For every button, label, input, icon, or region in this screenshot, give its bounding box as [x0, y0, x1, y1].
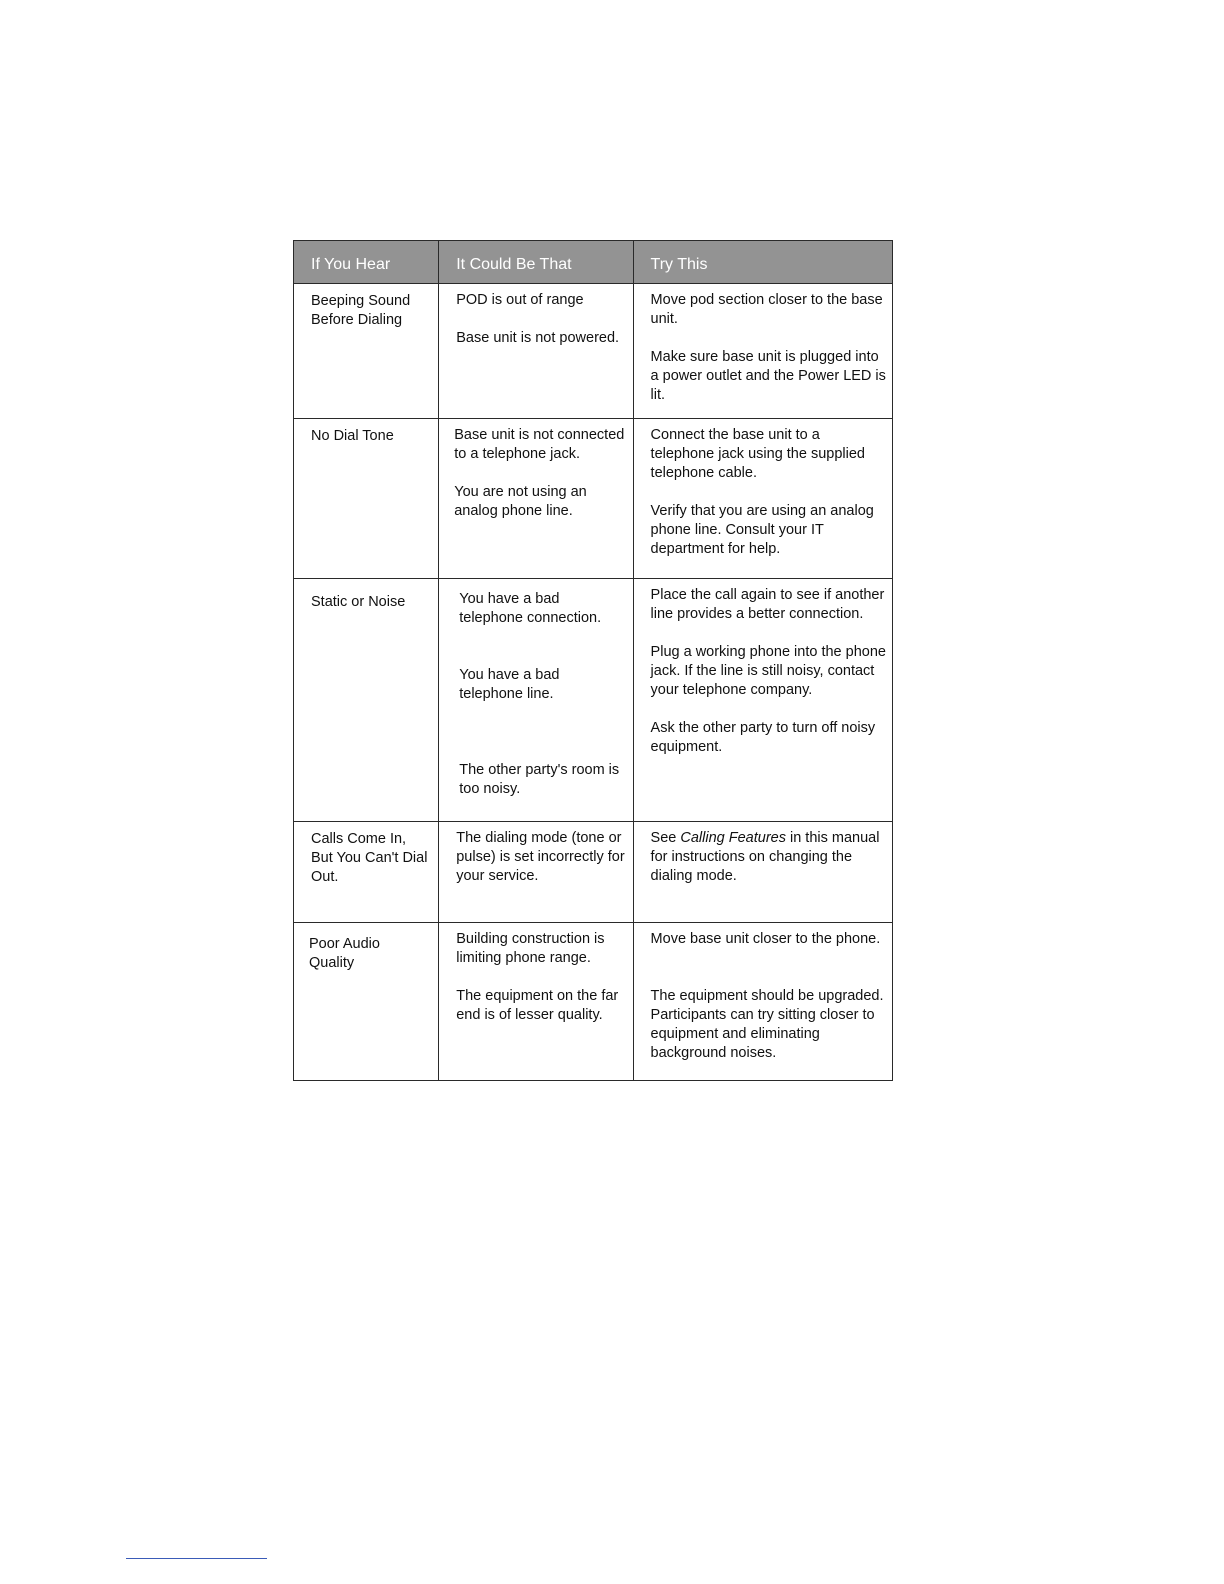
fix-cell [633, 419, 892, 579]
fix-text: Ask the other party to turn off noisy equipment. [650, 720, 876, 755]
table-row [294, 822, 893, 923]
troubleshooting-table [293, 240, 893, 1081]
symptom-text: Beeping Sound Before Dialing [311, 293, 411, 328]
symptom-cell [294, 284, 439, 419]
column-header-it-could-be-that: It Could Be That [439, 241, 633, 284]
symptom-text: Static or Noise [311, 594, 406, 610]
cause-text: POD is out of range [456, 292, 584, 308]
table-row [294, 284, 893, 419]
symptom-text: Poor Audio Quality [309, 936, 380, 971]
fix-text: Move base unit closer to the phone. [650, 931, 881, 947]
fix-cell [633, 822, 892, 923]
symptom-cell [294, 579, 439, 822]
cause-cell [439, 579, 633, 822]
cause-text: Base unit is not powered. [456, 330, 620, 346]
table-row [294, 579, 893, 822]
fix-text: Move pod section closer to the base unit. [650, 292, 883, 327]
symptom-cell [294, 923, 439, 1081]
symptom-text: Calls Come In, But You Can't Dial Out. [311, 831, 428, 885]
fix-text [651, 829, 886, 886]
cause-text: The dialing mode (tone or pulse) is set incorrectly for your service. [456, 830, 625, 884]
cause-cell [439, 284, 633, 419]
cause-text: You are not using an analog phone line. [454, 484, 587, 519]
cause-text: Base unit is not connected to a telephone jack. [454, 427, 625, 462]
column-header-if-you-hear: If You Hear [294, 241, 439, 284]
fix-text: Connect the base unit to a telephone jack using the supplied telephone cable. [650, 427, 865, 481]
cause-cell [439, 822, 633, 923]
fix-cell [633, 284, 892, 419]
fix-cell [633, 923, 892, 1081]
cause-text: You have a bad telephone line. [459, 667, 560, 702]
table-row [294, 923, 893, 1081]
fix-text-prefix: See [650, 830, 681, 846]
fix-text: Plug a working phone into the phone jack. If the line is still noisy, contact your telephone company. [650, 644, 886, 698]
cause-cell [439, 419, 633, 579]
calling-features-reference: Calling Features [680, 830, 786, 846]
cause-text: The other party's room is too noisy. [459, 762, 620, 797]
fix-text: Make sure base unit is plugged into a power outlet and the Power LED is lit. [650, 349, 886, 403]
fix-text: Place the call again to see if another line provides a better connection. [650, 587, 885, 622]
cause-cell [439, 923, 633, 1081]
footnote-divider [126, 1558, 267, 1559]
symptom-cell [294, 419, 439, 579]
symptom-text: No Dial Tone [311, 428, 394, 444]
fix-text-suffix: in this manual for instructions on changing the dialing mode. [650, 830, 880, 884]
cause-text: You have a bad telephone connection. [459, 591, 602, 626]
cause-text: The equipment on the far end is of lesser quality. [456, 988, 619, 1023]
cause-text: Building construction is limiting phone range. [456, 931, 605, 966]
symptom-cell [294, 822, 439, 923]
table-row [294, 419, 893, 579]
table-header-row [294, 241, 893, 284]
fix-text: Verify that you are using an analog phone line. Consult your IT department for help. [650, 503, 874, 557]
fix-text: The equipment should be upgraded. Participants can try sitting closer to equipment and eliminating background noises. [650, 988, 884, 1061]
fix-cell [633, 579, 892, 822]
column-header-try-this: Try This [633, 241, 892, 284]
